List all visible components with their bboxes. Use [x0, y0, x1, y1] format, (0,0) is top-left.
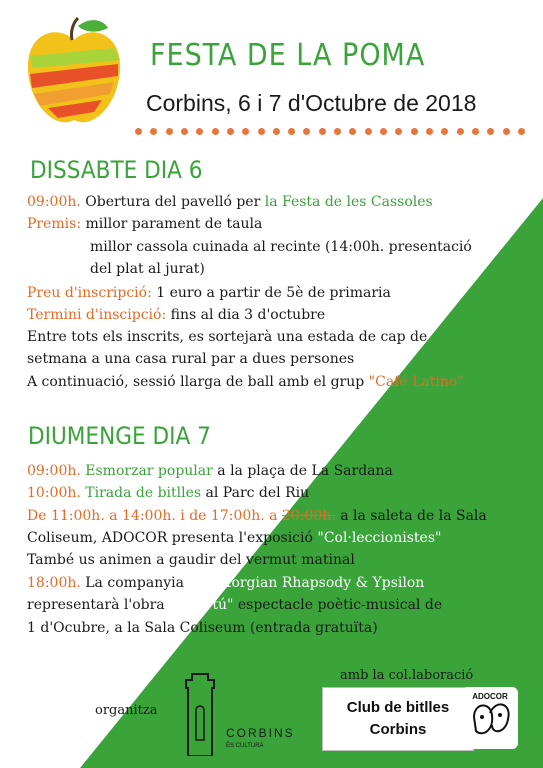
sat-line-5: Preu d'inscripció: 1 euro a partir de 5è de primaria [27, 285, 391, 301]
organitza-label: organitza [95, 703, 158, 718]
tower-icon [182, 670, 218, 756]
apple-logo [18, 14, 130, 132]
sat-line-6: Termini d'inscipció: fins al dia 3 d'octubre [27, 307, 326, 323]
club-bitlles-logo [322, 687, 474, 751]
sun-line-2: 10:00h. Tirada de bitlles al Parc del Riu [27, 485, 310, 501]
sat-line-3: millor cassola cuinada al recinte (14:00h. presentació [90, 239, 472, 255]
sun-line-4: Coliseum, ADOCOR presenta l'exposició "Col·leccionistes" [27, 530, 442, 546]
saturday-heading: DISSABTE DIA 6 [30, 156, 203, 184]
sun-line-1: 09:00h. Esmorzar popular a la plaça de La Sardana [27, 463, 393, 479]
sat-line-8: setmana a una casa rural par a dues persones [27, 351, 355, 367]
sunday-heading: DIUMENGE DIA 7 [28, 422, 211, 450]
adocor-logo [462, 687, 518, 749]
club-name-line-2: Corbins [369, 721, 427, 738]
sat-line-9: A continuació, sessió llarga de ball amb el grup "Café Latino" [27, 374, 464, 390]
sat-line-1: 09:00h. Obertura del pavelló per la Festa de les Cassoles [27, 194, 433, 210]
sun-line-6: 18:00h. La companyia Vacalforgian Rhapsody & Ypsilon [27, 575, 425, 591]
page-subtitle: Corbins, 6 i 7 d'Octubre de 2018 [146, 90, 477, 116]
sun-line-8: 1 d'Ocubre, a la Sala Coliseum (entrada gratuïta) [27, 620, 378, 636]
sun-line-5: També us animen a gaudir del vermut matinal [27, 552, 355, 568]
dotted-divider [135, 128, 525, 135]
collaboration-label: amb la col.laboració [340, 668, 474, 683]
sun-line-7: representarà l'obra "Amb tú" espectacle poètic-musical de [27, 597, 443, 613]
sat-line-7: Entre tots els inscrits, es sortejarà una estada de cap de [27, 329, 428, 345]
club-name-line-1: Club de bitlles [346, 699, 450, 716]
adocor-logo-text: ADOCOR [472, 692, 508, 701]
corbins-logo-text: CORBINS [226, 726, 295, 740]
page-title: FESTA DE LA POMA [150, 38, 426, 73]
sat-line-2: Premis: millor parament de taula [27, 216, 263, 232]
sun-line-3: De 11:00h. a 14:00h. i de 17:00h. a 20:00h. a la saleta de la Sala [27, 508, 487, 524]
corbins-logo-subtext: ÉS CULTURA [226, 743, 264, 749]
sat-line-4: del plat al jurat) [90, 261, 205, 277]
